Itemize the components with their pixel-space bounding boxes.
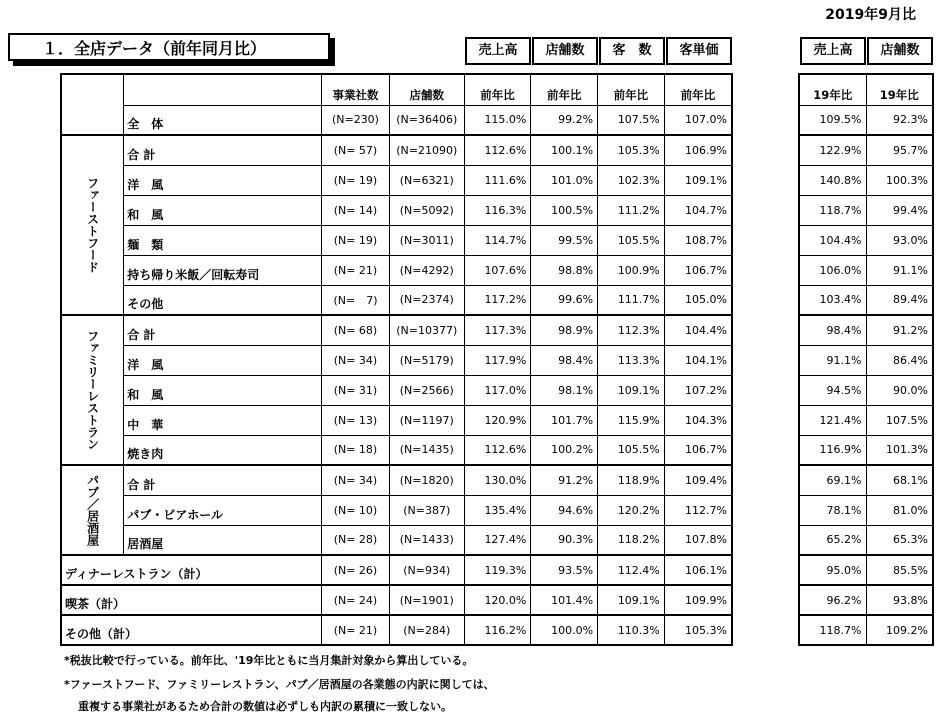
yoy-stores: 100.5% [531,195,598,225]
companies-count: (N= 31) [322,375,390,405]
companies-count: (N= 7) [322,285,390,315]
table-row [799,285,933,315]
store-count: (N=2566) [389,375,464,405]
table-row [799,525,933,555]
vs19-sales: 122.9% [799,135,866,165]
yoy-stores: 100.2% [531,435,598,465]
report-date: 2019年9月比 [825,7,916,23]
yoy-sales: 112.6% [464,135,531,165]
yoy-customers: 118.2% [598,525,665,555]
header-stores: 店舗数 [532,37,598,65]
vs19-stores: 100.3% [866,165,933,195]
companies-count: (N= 19) [322,225,390,255]
row-label: 麺 類 [124,225,322,255]
row-label: 合 計 [124,465,322,495]
yoy-stores: 93.5% [531,555,598,585]
table-row [61,375,732,405]
yoy-customers: 118.9% [598,465,665,495]
vs19-stores: 91.2% [866,315,933,345]
row-label: 洋 風 [124,165,322,195]
yoy-stores: 90.3% [531,525,598,555]
vs19-stores: 86.4% [866,345,933,375]
store-count: (N=934) [389,555,464,585]
yoy-sales: 115.0% [464,105,531,135]
companies-count: (N= 10) [322,495,390,525]
category-pub: パブ／居酒屋 [61,465,124,555]
companies-count: (N= 24) [322,585,390,615]
yoy-sales: 120.9% [464,405,531,435]
row-label: ディナーレストラン（計） [61,555,322,585]
yoy-customers: 120.2% [598,495,665,525]
table-row [799,495,933,525]
yoy-stores: 98.8% [531,255,598,285]
vs19-stores: 109.2% [866,615,933,645]
vs19-stores: 99.4% [866,195,933,225]
table-row [61,225,732,255]
vs19-sales: 65.2% [799,525,866,555]
yoy-sales: 116.3% [464,195,531,225]
yoy-stores: 98.9% [531,315,598,345]
col-yoy-price: 前年比 [664,74,732,105]
companies-count: (N= 14) [322,195,390,225]
companies-count: (N= 34) [322,465,390,495]
yoy-stores: 99.2% [531,105,598,135]
yoy-stores: 101.0% [531,165,598,195]
yoy-price: 107.0% [664,105,732,135]
store-count: (N=5092) [389,195,464,225]
category-family: ファミリーレストラン [61,315,124,465]
col-companies: 事業社数 [322,74,390,105]
vs19-stores: 93.8% [866,585,933,615]
yoy-sales: 119.3% [464,555,531,585]
store-count: (N=36406) [389,105,464,135]
vs19-sales: 103.4% [799,285,866,315]
row-label: 洋 風 [124,345,322,375]
companies-count: (N= 28) [322,525,390,555]
table-row [799,585,933,615]
vs19-stores: 107.5% [866,405,933,435]
yoy-price: 109.9% [664,585,732,615]
table-row [61,285,732,315]
yoy-stores: 101.7% [531,405,598,435]
main-data-table [60,73,733,646]
store-count: (N=1433) [389,525,464,555]
store-count: (N=4292) [389,255,464,285]
col-yoy-customers: 前年比 [598,74,665,105]
table-row [61,585,732,615]
store-count: (N=2374) [389,285,464,315]
table-row [61,105,732,135]
table-row [61,165,732,195]
yoy-sales: 117.3% [464,315,531,345]
row-label: 持ち帰り米飯／回転寿司 [124,255,322,285]
yoy-stores: 100.0% [531,615,598,645]
yoy-customers: 102.3% [598,165,665,195]
vs19-stores: 92.3% [866,105,933,135]
yoy-price: 106.7% [664,255,732,285]
vs19-sales: 118.7% [799,195,866,225]
vs19-stores: 68.1% [866,465,933,495]
vs19-sales: 91.1% [799,345,866,375]
yoy-price: 112.7% [664,495,732,525]
vs19-stores: 65.3% [866,525,933,555]
category-fastfood: ファーストフード [61,135,124,315]
table-row [61,465,732,495]
yoy-customers: 111.7% [598,285,665,315]
table-row [799,315,933,345]
store-count: (N=387) [389,495,464,525]
yoy-price: 106.1% [664,555,732,585]
yoy-customers: 112.4% [598,555,665,585]
header-customers: 客 数 [599,37,665,65]
yoy-customers: 109.1% [598,585,665,615]
store-count: (N=1901) [389,585,464,615]
yoy-stores: 98.4% [531,345,598,375]
vs19-sales: 94.5% [799,375,866,405]
table-row [799,195,933,225]
yoy-stores: 91.2% [531,465,598,495]
table-row [61,195,732,225]
store-count: (N=3011) [389,225,464,255]
vs19-sales: 116.9% [799,435,866,465]
yoy-sales: 116.2% [464,615,531,645]
store-count: (N=284) [389,615,464,645]
header-unit-price: 客単価 [666,37,732,65]
vs19-sales: 96.2% [799,585,866,615]
yoy-price: 107.2% [664,375,732,405]
vs19-sales: 109.5% [799,105,866,135]
yoy-price: 107.8% [664,525,732,555]
yoy-stores: 101.4% [531,585,598,615]
table-row [61,405,732,435]
header-sales-19: 売上高 [800,37,866,65]
yoy-price: 104.7% [664,195,732,225]
row-label: 焼き肉 [124,435,322,465]
companies-count: (N= 26) [322,555,390,585]
row-label: 全 体 [124,105,322,135]
yoy-price: 109.4% [664,465,732,495]
yoy-customers: 110.3% [598,615,665,645]
table-row [61,555,732,585]
store-count: (N=5179) [389,345,464,375]
store-count: (N=1435) [389,435,464,465]
table-row [61,525,732,555]
row-label: 中 華 [124,405,322,435]
table-row [61,495,732,525]
yoy-price: 104.1% [664,345,732,375]
vs19-stores: 85.5% [866,555,933,585]
yoy-customers: 100.9% [598,255,665,285]
table-row [61,315,732,345]
companies-count: (N= 68) [322,315,390,345]
yoy-sales: 130.0% [464,465,531,495]
companies-count: (N= 19) [322,165,390,195]
store-count: (N=21090) [389,135,464,165]
row-label: その他（計） [61,615,322,645]
yoy-customers: 109.1% [598,375,665,405]
yoy-customers: 111.2% [598,195,665,225]
yoy-customers: 105.5% [598,225,665,255]
vs19-sales: 104.4% [799,225,866,255]
table-row [61,615,732,645]
companies-count: (N= 21) [322,615,390,645]
note-3: 重複する事業社があるため合計の数値は必ずしも内訳の累積に一致しない。 [78,700,452,713]
yoy-sales: 117.2% [464,285,531,315]
store-count: (N=1820) [389,465,464,495]
note-1: *税抜比較で行っている。前年比、'19年比ともに当月集計対象から算出している。 [64,654,474,667]
yoy-sales: 107.6% [464,255,531,285]
vs19-stores: 93.0% [866,225,933,255]
yoy-stores: 99.5% [531,225,598,255]
header-stores-19: 店舗数 [867,37,933,65]
table-row [61,135,732,165]
col-stores: 店舗数 [389,74,464,105]
col-19-sales: 19年比 [799,74,866,105]
yoy-sales: 112.6% [464,435,531,465]
yoy-stores: 100.1% [531,135,598,165]
companies-count: (N= 18) [322,435,390,465]
yoy-customers: 105.5% [598,435,665,465]
yoy-sales: 120.0% [464,585,531,615]
vs19-sales: 98.4% [799,315,866,345]
table-header-row [61,74,732,105]
store-count: (N=10377) [389,315,464,345]
vs19-sales: 106.0% [799,255,866,285]
yoy-sales: 114.7% [464,225,531,255]
yoy-price: 105.0% [664,285,732,315]
companies-count: (N= 13) [322,405,390,435]
table-row [799,345,933,375]
table-row [799,105,933,135]
table-row [61,345,732,375]
yoy-price: 108.7% [664,225,732,255]
yoy-customers: 107.5% [598,105,665,135]
yoy-stores: 94.6% [531,495,598,525]
row-label: パブ・ビアホール [124,495,322,525]
vs19-sales: 95.0% [799,555,866,585]
note-2: *ファーストフード、ファミリーレストラン、パブ／居酒屋の各業態の内訳に関しては、 [64,678,495,691]
row-label: その他 [124,285,322,315]
vs19-stores: 91.1% [866,255,933,285]
table-row [61,435,732,465]
page-title: １．全店データ（前年同月比） [8,33,330,61]
yoy-price: 106.7% [664,435,732,465]
yoy-sales: 117.9% [464,345,531,375]
store-count: (N=1197) [389,405,464,435]
yoy-price: 104.4% [664,315,732,345]
col-yoy-sales: 前年比 [464,74,531,105]
vs19-stores: 81.0% [866,495,933,525]
table-row [799,135,933,165]
table-header-row [799,74,933,105]
companies-count: (N=230) [322,105,390,135]
vs19-stores: 95.7% [866,135,933,165]
yoy-price: 109.1% [664,165,732,195]
vs19-stores: 90.0% [866,375,933,405]
table-row [799,615,933,645]
yoy-customers: 105.3% [598,135,665,165]
vs19-stores: 89.4% [866,285,933,315]
row-label: 和 風 [124,375,322,405]
companies-count: (N= 34) [322,345,390,375]
yoy-sales: 127.4% [464,525,531,555]
col-yoy-stores: 前年比 [531,74,598,105]
companies-count: (N= 21) [322,255,390,285]
yoy-price: 105.3% [664,615,732,645]
yoy-sales: 117.0% [464,375,531,405]
header-sales: 売上高 [465,37,531,65]
yoy-sales: 135.4% [464,495,531,525]
yoy-price: 104.3% [664,405,732,435]
table-row [799,375,933,405]
yoy-customers: 115.9% [598,405,665,435]
table-row [799,555,933,585]
table-row [799,405,933,435]
yoy-customers: 113.3% [598,345,665,375]
yoy-stores: 99.6% [531,285,598,315]
vs19-sales: 118.7% [799,615,866,645]
table-row [799,435,933,465]
row-label: 合 計 [124,135,322,165]
comparison-2019-table [798,73,934,646]
store-count: (N=6321) [389,165,464,195]
table-row [799,165,933,195]
row-label: 居酒屋 [124,525,322,555]
yoy-sales: 111.6% [464,165,531,195]
vs19-sales: 78.1% [799,495,866,525]
col-19-stores: 19年比 [866,74,933,105]
table-row [799,465,933,495]
vs19-sales: 140.8% [799,165,866,195]
row-label: 合 計 [124,315,322,345]
companies-count: (N= 57) [322,135,390,165]
yoy-customers: 112.3% [598,315,665,345]
table-row [61,255,732,285]
vs19-sales: 69.1% [799,465,866,495]
vs19-sales: 121.4% [799,405,866,435]
row-label: 喫茶（計） [61,585,322,615]
vs19-stores: 101.3% [866,435,933,465]
yoy-price: 106.9% [664,135,732,165]
table-row [799,255,933,285]
table-row [799,225,933,255]
yoy-stores: 98.1% [531,375,598,405]
row-label: 和 風 [124,195,322,225]
